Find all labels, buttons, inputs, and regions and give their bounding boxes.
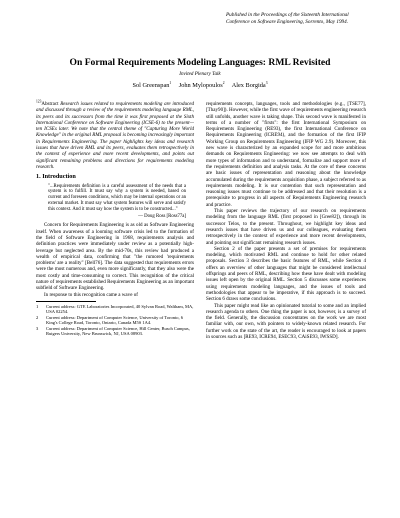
footnote-number: 2 [36,314,39,320]
body-paragraph: requirements concepts, languages, tools and methodologies (e.g., [TSE77], [Thay90]). However, while the first wave of requirements engineering research still unfolds, another wave is taking shape. This second wave is manifested in terms of a number of "firsts": the first International Symposium on Requirements Engineering (RE93), the first International Conference on Requirements Engineering (ICRE94), and the formation of the first IFIP Working Group on Requirements Engineering (IFIP WG 2.9). Moreover, this new wave is characterized by an expanded scope for and more ambitious demands on Requirements Engineering: we now see attempts to deal with more types of information and to understand, formalize and support more of the requirements definition and analysis tasks. At the core of these concerns are basic issues of representation and reasoning about the knowledge accumulated during the requirements acquisition phase, a subject referred to as requirements modeling. It is our contention that such representation and reasoning issues must continue to be addressed and that their resolution is a prerequisite to progress in all aspects of Requirements Engineering research and practice. [206,101,366,208]
author-name: Sol Greenspan [132,82,170,89]
abstract-text: Research issues related to requirements modeling are introduced and discussed through a review of the requirements modeling language RML, its peers and its successors from the time it was first proposed at the Sixth International Conference on Software Engineering (ICSE-6) to the present—ten ICSEs later. We note that the central theme of "Capturing More World Knowledge" in the original RML proposal is becoming increasingly important in Requirements Engineering. The paper highlights key ideas and research issues that have driven RML and its peers, evaluates them retrospectively in the context of experience and more recent developments, and points out significant remaining problems and directions for requirements modeling research. [36,101,194,170]
footnote-number: 1 [36,303,39,309]
left-column [36,101,194,337]
footnote-divider [36,301,96,302]
body-paragraph: Concern for Requirements Engineering is as old as Software Engineering itself. When awareness of a looming software crisis led to the formation of the field of Software Engineering in 1968, requirements analysis and definition practices were immediately under review as a potentially high-leverage but neglected area. By the mid-70s, this review had produced a wealth of empirical data, confirming that "the rumored 'requirements problems' are a reality" [Bell76]. The data suggested that requirements errors were the most numerous and, even more significantly, that they also were the most costly and time-consuming to correct. This recognition of the critical nature of requirements established Requirements Engineering as an important subfield of Software Engineering. [36,222,194,292]
paper-title: On Formal Requirements Modeling Languages: RML Revisited [69,57,331,68]
body-paragraph: Section 2 of the paper presents a set of premises for requirements modeling, which motivated RML and continue to hold for other related proposals. Section 3 describes the basic features of RML, while Section 4 offers an overview of other languages that might be considered intellectual offsprings and peers of RML, describing how these have dealt with modeling issues left open by the original RML. Section 5 discusses some experiences using requirements modeling languages, and the issues of tools and methodologies that appear to be imperative, if this approach is to succeed. Section 6 draws some conclusions. [206,245,366,303]
epigraph-quote: "...Requirements definition is a careful assessment of the needs that a system is to fulfill. It must say why a system is needed, based on current and foreseen conditions, which may be internal operations or an external market. It must say what system features will serve and satisfy this context. And it must say how the system is to be constructed..." [48,183,186,213]
author-footnote-mark: 1 [169,80,172,85]
author-name: Alex Borgida [231,82,266,89]
abstract [36,101,194,170]
footnote-text: Current address: GTE Laboratories Incorporated, 40 Sylvan Road, Waltham, MA, USA 02254. [46,303,194,315]
section-heading-introduction: 1. Introduction [36,173,76,181]
author-footnote-mark: 3 [265,80,268,85]
author-list [0,82,400,89]
footnote [36,326,194,337]
right-column [206,101,366,340]
footnote-number: 3 [36,325,39,331]
publication-note-line: Conference on Software Engineering, Sorrento, May 1994. [226,18,349,25]
footnote-text: Current address: Department of Computer Science, University of Toronto, 6 King's College Road, Toronto, Ontario, Canada M5S 1A4. [46,314,183,326]
publication-note-line: Published in the Proceedings of the Sixteenth International [226,12,349,18]
epigraph-source: — Doug Ross [Ross77a] [138,214,186,220]
author-footnote-mark: 2 [222,80,225,85]
body-paragraph: In response to this recognition came a wave of [44,291,138,298]
body-paragraph: This paper reviews the trajectory of our research on requirements modeling from the language RML (first proposed in [Gree82]), through its successor Telos, to the present. Throughout, we highlight key ideas and research issues that have driven us and our colleagues, evaluating them retrospectively in the context of experience and more recent developments, and pointing out significant remaining research issues. [206,208,366,246]
paper-subtitle: Invited Plenary Talk [179,71,221,77]
footnote [36,304,194,315]
author-name: John Mylopoulos [178,82,223,89]
footnote [36,315,194,326]
abstract-heading: Abstract [41,101,59,107]
footnote-text: Current address: Department of Computer Science, Hill Center, Busch Campus, Rutgers University, New Brunswick, NJ, USA 08903. [46,325,190,337]
publication-note [226,12,384,25]
body-paragraph: This paper might read like an opinionated tutorial to some and an implied research agenda to others. One thing the paper is not, however, is a survey of the field. Generally, the discussion concentrates on the work we are most familiar with, our own, with pointers to widely-known related research. For further work on the state of the art, the reader is encouraged to look at papers in sources such as [RE93, ICRE94, ESEC93, CAiSE93, IWSSD]. [206,302,366,340]
abstract-footnote-mark: 123 [36,99,42,104]
